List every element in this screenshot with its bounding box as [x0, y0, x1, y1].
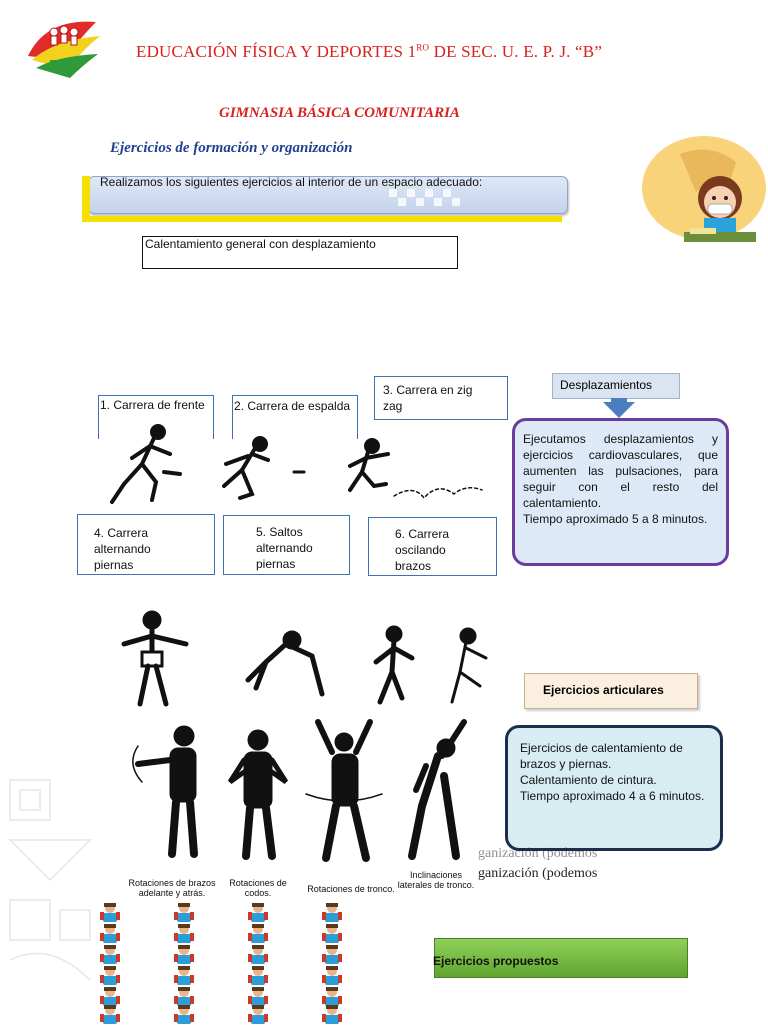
articulares-label-text: Ejercicios articulares [543, 683, 664, 697]
exercise-label-2: 2. Carrera de espalda [234, 399, 351, 413]
highlight-bar [82, 176, 90, 220]
caption-4: Inclinaciones laterales de tronco. [397, 870, 475, 890]
subtitle: Ejercicios de formación y organización [110, 140, 353, 156]
down-arrow-icon [603, 402, 635, 418]
running-figures-illustration [104, 424, 494, 514]
student-illustration [640, 132, 768, 252]
overflow-text-1: ganización (podemos [478, 846, 598, 861]
exercise-label-5: 5. Saltos alternando piernas [256, 525, 313, 571]
desplazamientos-text: Ejecutamos desplazamientos y ejercicios cardiovasculares, que aumenten las pulsaciones, para seguir con el resto del calentamiento. [523, 432, 718, 510]
exercise-figures-illustration [116, 608, 496, 712]
desplazamientos-time: Tiempo aproximado 5 a 8 minutos. [523, 512, 708, 526]
overflow-text-2: ganización (podemos [478, 866, 598, 881]
ejercicios-propuestos-label [434, 938, 688, 978]
exercise-label-3: 3. Carrera en zig zag [383, 383, 473, 413]
warmup-label: Calentamiento general con desplazamiento [145, 237, 376, 251]
articulares-line-1: Ejercicios de calentamiento de brazos y piernas. [520, 741, 683, 771]
articulares-callout [505, 725, 723, 851]
exercise-box-3 [374, 376, 508, 420]
page-title: EDUCACIÓN FÍSICA Y DEPORTES $1^{RO}$ DE SEC. U. E. P. J. “B” [136, 42, 603, 61]
instruction-text: Realizamos los siguientes ejercicios al interior de un espacio adecuado: [100, 175, 483, 189]
desplazamientos-callout [512, 418, 729, 566]
exercise-label-6: 6. Carrera oscilando brazos [395, 527, 450, 573]
desplazamientos-label: Desplazamientos [552, 373, 680, 399]
section-title: GIMNASIA BÁSICA COMUNITARIA [219, 105, 460, 121]
articulares-line-3: Tiempo aproximado 4 a 6 minutos. [520, 789, 705, 803]
school-logo [24, 16, 104, 82]
exercise-box-6 [368, 517, 497, 576]
rotation-figures-illustration [126, 716, 482, 866]
exercise-label-4: 4. Carrera alternando piernas [94, 526, 151, 572]
caption-1: Rotaciones de brazos adelante y atrás. [128, 878, 216, 898]
exercise-label-1: 1. Carrera de frente [100, 398, 205, 412]
exercise-box-5 [223, 515, 350, 575]
articulares-line-2: Calentamiento de cintura. [520, 773, 657, 787]
caption-3: Rotaciones de tronco. [307, 884, 395, 894]
caption-2: Rotaciones de codos. [229, 878, 287, 898]
students-grid-illustration [98, 900, 358, 1024]
ejercicios-propuestos-text: Ejercicios propuestos [433, 954, 559, 968]
exercise-box-4 [77, 514, 215, 575]
highlight-underline [82, 216, 562, 222]
articulares-label [524, 673, 698, 709]
decorative-pattern [0, 770, 100, 990]
